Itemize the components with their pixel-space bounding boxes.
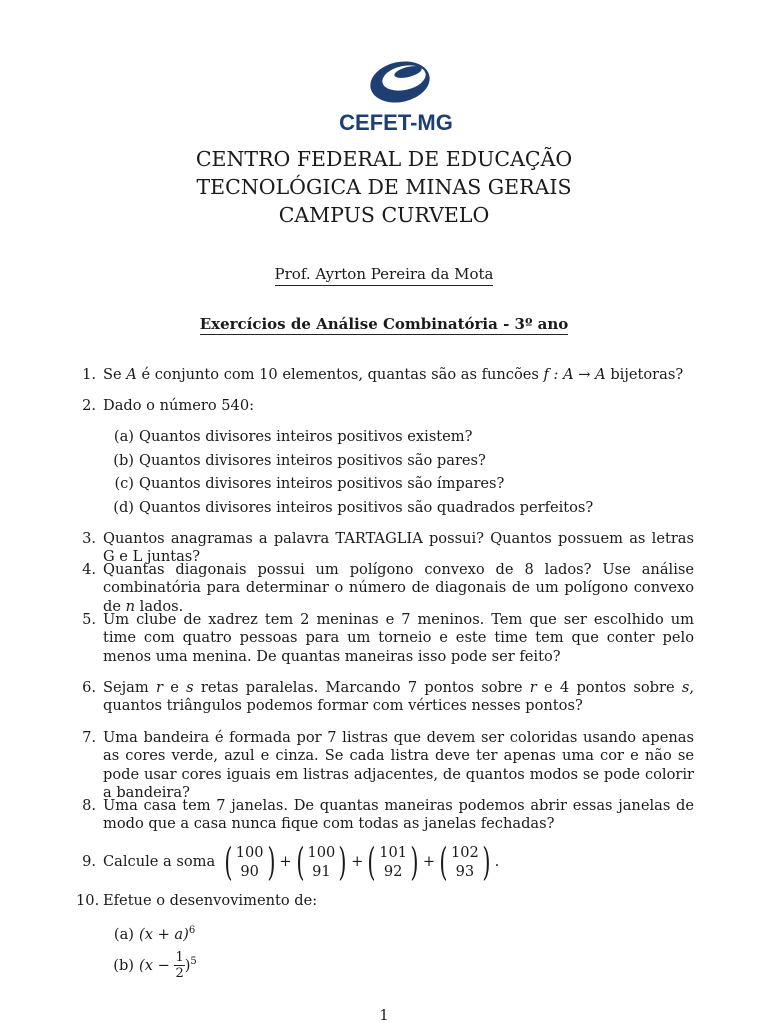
question-5 bbox=[76, 611, 694, 666]
subitem-label: (a) bbox=[113, 428, 134, 445]
var-r: r bbox=[155, 679, 163, 696]
question-number: 9. bbox=[82, 853, 96, 870]
question-8 bbox=[76, 797, 694, 834]
question-text: Dado o número 540: bbox=[103, 397, 255, 414]
fraction-numerator: 1 bbox=[175, 950, 184, 966]
binomial: ( 100 90 ) bbox=[224, 840, 276, 884]
question-number: 2. bbox=[82, 397, 96, 414]
exponent: 5 bbox=[190, 956, 197, 967]
question-text: Efetue o desenvovimento de: bbox=[103, 892, 318, 909]
question-1 bbox=[76, 366, 694, 384]
question-number: 10. bbox=[76, 892, 100, 909]
binom-bottom: 90 bbox=[240, 863, 259, 880]
subitem bbox=[104, 452, 486, 470]
subitem bbox=[104, 475, 504, 493]
q6-text-b: e bbox=[162, 679, 187, 696]
var-s: s bbox=[681, 679, 690, 696]
plus-sign: + bbox=[422, 853, 436, 870]
q4-text-a: Quantas diagonais possui um polígono convexo de 8 lados? Use análise combinatória para determinar o número de diagonais de um polígono convexo de bbox=[103, 561, 694, 615]
subitem-label: (d) bbox=[113, 499, 134, 516]
exponent: 6 bbox=[188, 925, 196, 936]
question-number: 7. bbox=[82, 729, 96, 746]
binom-top: 101 bbox=[379, 844, 408, 861]
question-4 bbox=[76, 561, 694, 616]
question-number: 8. bbox=[82, 797, 96, 814]
binom-bottom: 91 bbox=[312, 863, 331, 880]
subitem bbox=[104, 499, 593, 517]
q1-text-a: Se bbox=[103, 366, 127, 383]
expression-close: ) bbox=[184, 956, 191, 974]
var-r: r bbox=[529, 679, 537, 696]
question-text: Calcule a soma bbox=[103, 853, 216, 870]
var-a: A bbox=[126, 366, 137, 383]
logo-text: CEFET-MG bbox=[339, 110, 453, 135]
plus-sign: + bbox=[279, 853, 292, 870]
page-number: 1 bbox=[379, 1007, 389, 1024]
function-expr: f : A → A bbox=[543, 366, 606, 383]
q6-text-a: Sejam bbox=[103, 679, 156, 696]
institution-line: CAMPUS CURVELO bbox=[278, 203, 490, 227]
period: . bbox=[494, 853, 500, 870]
question-text: Uma bandeira é formada por 7 listras que devem ser coloridas usando apenas as cores verde, azul e cinza. Se cada listra deve ter apenas uma cor e não se pode usar cores iguais em listras adjacentes, de quantos modos se pode colorir a bandeira? bbox=[103, 729, 694, 801]
question-number: 3. bbox=[82, 530, 96, 547]
question-6 bbox=[76, 679, 694, 716]
binom-bottom: 92 bbox=[383, 863, 403, 880]
binomial: ( 102 93 ) bbox=[439, 840, 491, 884]
institution-header bbox=[0, 145, 768, 229]
question-number: 1. bbox=[82, 366, 96, 383]
q1-text-c: bijetoras? bbox=[605, 366, 684, 383]
subitem bbox=[104, 945, 197, 983]
q6-text-e: , quantos triângulos podemos formar com vértices nesses pontos? bbox=[103, 679, 694, 715]
plus-sign: + bbox=[351, 853, 364, 870]
subitem-text: Quantos divisores inteiros positivos existem? bbox=[139, 428, 473, 445]
q6-text-c: retas paralelas. Marcando 7 pontos sobre bbox=[193, 679, 530, 696]
professor-name: Prof. Ayrton Pereira da Mota bbox=[275, 265, 494, 286]
exercise-title bbox=[0, 315, 768, 333]
institution-line: CENTRO FEDERAL DE EDUCAÇÃO bbox=[195, 147, 573, 171]
subitem-text: Quantos divisores inteiros positivos são quadrados perfeitos? bbox=[139, 499, 594, 516]
binom-bottom: 93 bbox=[455, 863, 475, 880]
question-9 bbox=[76, 840, 694, 884]
question-number: 5. bbox=[82, 611, 96, 628]
expression: (x + a) bbox=[139, 925, 189, 943]
binom-top: 100 bbox=[307, 844, 336, 861]
subitem-text: Quantos divisores inteiros positivos são pares? bbox=[139, 452, 486, 469]
subitem-label: (a) bbox=[113, 925, 134, 943]
question-10 bbox=[76, 892, 694, 910]
institution-line: TECNOLÓGICA DE MINAS GERAIS bbox=[196, 175, 572, 199]
subitem-label: (b) bbox=[113, 956, 134, 974]
question-text: Uma casa tem 7 janelas. De quantas maneiras podemos abrir essas janelas de modo que a casa nunca fique com todas as janelas fechadas? bbox=[103, 797, 694, 833]
fraction bbox=[174, 950, 184, 981]
subitem-label: (b) bbox=[113, 452, 134, 469]
question-number: 6. bbox=[82, 679, 96, 696]
var-n: n bbox=[125, 597, 136, 615]
professor-line bbox=[0, 265, 768, 283]
q6-text-d: e 4 pontos sobre bbox=[536, 679, 682, 696]
subitem-label: (c) bbox=[114, 475, 134, 492]
fraction-denominator: 2 bbox=[175, 966, 184, 982]
var-s: s bbox=[186, 679, 194, 696]
question-text: Quantos anagramas a palavra TARTAGLIA possui? Quantos possuem as letras G e L juntas? bbox=[103, 530, 694, 566]
binomial: ( 101 92 ) bbox=[367, 840, 419, 884]
binomial: ( 100 91 ) bbox=[295, 840, 347, 884]
question-number: 4. bbox=[82, 561, 96, 578]
cefet-mg-logo bbox=[339, 58, 453, 136]
question-text: Um clube de xadrez tem 2 meninas e 7 meninos. Tem que ser escolhido um time com quatro pessoas para um torneio e este time tem que conter pelo menos uma menina. De quantas maneiras isso pode ser feito? bbox=[103, 611, 694, 665]
question-7 bbox=[76, 729, 694, 802]
subitem bbox=[104, 428, 472, 446]
subitem-text: Quantos divisores inteiros positivos são ímpares? bbox=[139, 475, 505, 492]
binom-top: 102 bbox=[450, 844, 479, 861]
subitem bbox=[104, 922, 195, 944]
q1-text-b: é conjunto com 10 elementos, quantas são as funcões bbox=[136, 366, 544, 383]
q4-text-b: lados. bbox=[135, 597, 184, 615]
exercise-title-text: Exercícios de Análise Combinatória - 3º ano bbox=[199, 315, 569, 333]
expression: (x − bbox=[139, 956, 170, 974]
binom-top: 100 bbox=[235, 844, 264, 861]
question-2 bbox=[76, 397, 694, 415]
